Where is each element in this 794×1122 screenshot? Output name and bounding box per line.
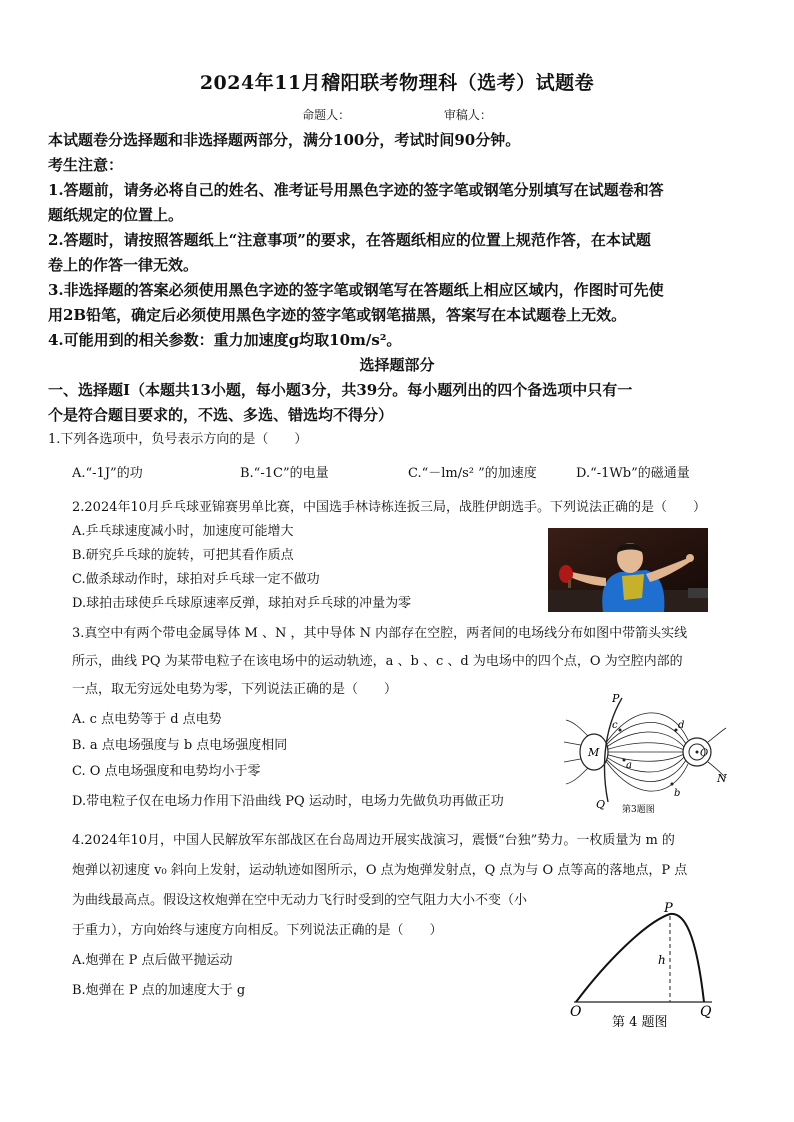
q4-stem-line: 4.2024年10月，中国人民解放军东部战区在台岛周边开展实战演习，震慑“台独”势力。一枚质量为 m 的 (72, 833, 675, 848)
q3-label-a: a (626, 760, 632, 771)
q4-figure-caption: 第 4 题图 (612, 1015, 668, 1030)
q3-label-q: Q (596, 798, 606, 811)
q1-option-b: B.“-1C”的电量 (240, 466, 329, 481)
q3-option-d: D.带电粒子仅在电场力作用下沿曲线 PQ 运动时，电场力先做负功再做正功 (72, 794, 504, 809)
question-3-options (72, 708, 504, 816)
q3-label-o: O (700, 748, 709, 759)
q4-label-h: h (658, 953, 666, 967)
notice-line: 3.非选择题的答案必须使用黑色字迹的签字笔或钢笔写在答题纸上相应区域内，作图时可先使 (48, 281, 664, 299)
exam-summary: 本试题卷分选择题和非选择题两部分，满分100分，考试时间90分钟。 (48, 131, 521, 149)
q4-figure (566, 902, 726, 1032)
q3-label-b: b (674, 788, 681, 799)
question-1-options (0, 462, 794, 486)
author-line (0, 106, 794, 123)
q4-label-o: O (570, 1004, 582, 1020)
q3-figure (560, 692, 730, 814)
q4-stem-line: 于重力），方向始终与速度方向相反。下列说法正确的是（ ） (72, 923, 443, 938)
q3-option-a: A. c 点电势等于 d 点电势 (72, 712, 222, 727)
q3-label-c: c (612, 720, 618, 731)
notice-line: 用2B铅笔，确定后必须使用黑色字迹的签字笔或钢笔描黑，答案写在本试题卷上无效。 (48, 306, 627, 324)
q2-option-d: D.球拍击球使乒乓球原速率反弹，球拍对乒乓球的冲量为零 (72, 596, 412, 611)
q3-stem-line: 所示，曲线 PQ 为某带电粒子在该电场中的运动轨迹，a 、b 、c 、d 为电场中的四个点，O 为空腔内部的 (72, 654, 683, 669)
q2-option-c: C.做杀球动作时，球拍对乒乓球一定不做功 (72, 572, 320, 587)
table-tennis-photo (548, 528, 708, 612)
q2-option-b: B.研究乒乓球的旋转，可把其看作质点 (72, 548, 294, 563)
q4-option-a: A.炮弹在 P 点后做平抛运动 (72, 953, 233, 968)
part-instructions-line: 一、选择题Ⅰ（本题共13小题，每小题3分，共39分。每小题列出的四个备选项中只有一 (48, 381, 633, 399)
q4-stem-line: 炮弹以初速度 v₀ 斜向上发射，运动轨迹如图所示，O 点为炮弹发射点，Q 点为与 O 点等高的落地点，P 点 (72, 863, 688, 878)
q4-stem-line: 为曲线最高点。假设这枚炮弹在空中无动力飞行时受到的空气阻力大小不变（小 (72, 893, 528, 908)
q3-stem-line: 一点，取无穷远处电势为零，下列说法正确的是（ ） (72, 682, 398, 697)
q3-stem-line: 3.真空中有两个带电金属导体 M 、N ，其中导体 N 内部存在空腔，两者间的电场线分布如图中带箭头实线 (72, 626, 688, 641)
question-2-options (72, 520, 411, 616)
reviewer-label: 审稿人： (443, 108, 492, 122)
projectile-trajectory-diagram (566, 902, 726, 1032)
q4-label-p: P (664, 902, 673, 916)
part-instructions-line: 个是符合题目要求的，不选、多选、错选均不得分） (48, 406, 394, 424)
q3-option-c: C. O 点电场强度和电势均小于零 (72, 764, 261, 779)
question-2-stem: 2.2024年10月乒乓球亚锦赛男单比赛，中国选手林诗栋连扳三局，战胜伊朗选手。下列说法正确的是（ ） (72, 500, 707, 515)
table-tennis-player-image (548, 528, 708, 612)
q3-label-n: N (717, 772, 727, 785)
q1-option-d: D.“-1Wb”的磁通量 (576, 466, 690, 481)
q3-label-m: M (588, 746, 600, 759)
notice-title: 考生注意： (48, 156, 124, 174)
q1-option-a: A.“-1J”的功 (72, 466, 143, 481)
question-1-stem: 1.下列各选项中，负号表示方向的是（ ） (48, 432, 308, 447)
q4-option-b: B.炮弹在 P 点的加速度大于 g (72, 983, 246, 998)
q3-label-p: P (612, 692, 620, 705)
q3-option-b: B. a 点电场强度与 b 点电场强度相同 (72, 738, 288, 753)
notice-line: 题纸规定的位置上。 (48, 206, 184, 224)
part-instructions (48, 378, 778, 428)
notice-line: 4.可能用到的相关参数：重力加速度g均取10m/s²。 (48, 331, 402, 349)
author-label: 命题人： (302, 108, 351, 122)
question-4-options (72, 946, 245, 1006)
q4-label-q: Q (700, 1004, 712, 1020)
q3-label-d: d (678, 720, 685, 731)
q1-option-c: C.“－lm/s² ”的加速度 (408, 466, 537, 481)
page-title: 2024年11月稽阳联考物理科（选考）试题卷 (199, 72, 595, 94)
q2-option-a: A.乒乓球速度减小时，加速度可能增大 (72, 524, 294, 539)
electric-field-diagram (560, 692, 730, 814)
q3-figure-caption: 第3题图 (622, 805, 655, 814)
notice-line: 1.答题前，请务必将自己的姓名、准考证号用黑色字迹的签字笔或钢笔分别填写在试题卷和答 (48, 181, 664, 199)
notice-line: 卷上的作答一律无效。 (48, 256, 199, 274)
section-title: 选择题部分 (359, 356, 435, 374)
notice-line: 2.答题时，请按照答题纸上“注意事项”的要求，在答题纸相应的位置上规范作答，在本试题 (48, 231, 651, 249)
notice-list (48, 178, 778, 353)
